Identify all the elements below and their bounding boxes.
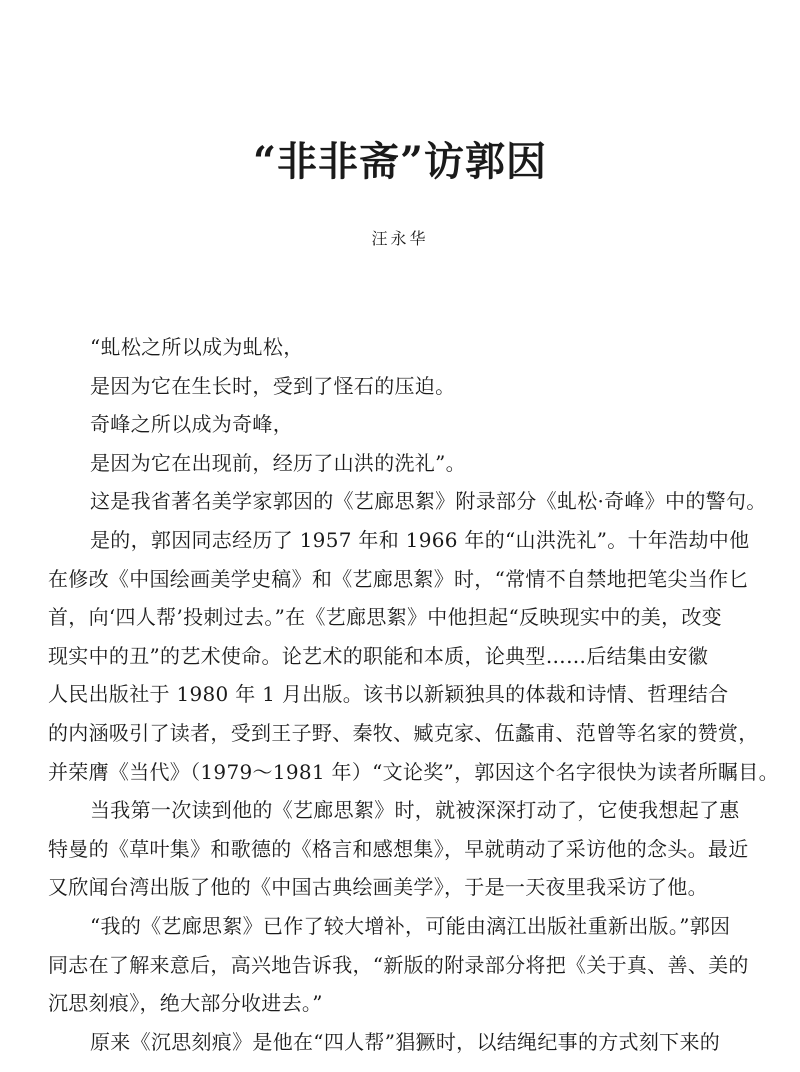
text-line: 沉思刻痕》，绝大部分收进去。” xyxy=(48,991,323,1016)
text-line: 又欣闻台湾出版了他的《中国古典绘画美学》，于是一天夜里我采访了他。 xyxy=(48,875,708,900)
text-line: 人民出版社于 1980 年 1 月出版。该书以新颖独具的体裁和诗情、哲理结合 xyxy=(48,682,729,707)
article-author: 汪永华 xyxy=(371,229,429,248)
text-line: 是的，郭因同志经历了 1957 年和 1966 年的“山洪洗礼”。十年浩劫中他 xyxy=(90,527,750,552)
text-line: 特曼的《草叶集》和歌德的《格言和感想集》，早就萌动了采访他的念头。最近 xyxy=(48,836,749,861)
text-line: “虬松之所以成为虬松， xyxy=(90,335,304,359)
text-line: 是因为它在出现前，经历了山洪的洗礼”。 xyxy=(90,450,466,475)
text-line: 同志在了解来意后，高兴地告诉我，“新版的附录部分将把《关于真、善、美的 xyxy=(48,952,749,977)
text-line: 并荣膺《当代》（1979～1981 年）“文论奖”，郭因这个名字很快为读者所瞩目。 xyxy=(48,759,779,784)
text-line: 奇峰之所以成为奇峰， xyxy=(90,412,293,437)
text-line: 现实中的丑”的艺术使命。论艺术的职能和本质，论典型……后结集由安徽 xyxy=(48,643,709,668)
text-line: 当我第一次读到他的《艺廊思絮》时，就被深深打动了，它使我想起了惠 xyxy=(90,798,740,823)
text-line: 的内涵吸引了读者，受到王子野、秦牧、臧克家、伍蠡甫、范曾等名家的赞赏， xyxy=(48,720,759,745)
text-line: 首，向‘四人帮’投刺过去。”在《艺廊思絮》中他担起“反映现实中的美，改变 xyxy=(48,605,722,630)
article-body xyxy=(48,328,779,1061)
text-line: 原来《沉思刻痕》是他在“四人帮”猖獗时，以结绳纪事的方式刻下来的 xyxy=(90,1029,721,1054)
text-line: 这是我省著名美学家郭因的《艺廊思絮》附录部分《虬松·奇峰》中的警句。 xyxy=(90,489,767,514)
text-line: 是因为它在生长时，受到了怪石的压迫。 xyxy=(90,373,456,398)
text-line: “我的《艺廊思絮》已作了较大增补，可能由漓江出版社重新出版。”郭因 xyxy=(90,913,731,938)
article-title: “非非斋”访郭因 xyxy=(252,138,547,185)
text-line: 在修改《中国绘画美学史稿》和《艺廊思絮》时，“常情不自禁地把笔尖当作匕 xyxy=(48,566,749,591)
